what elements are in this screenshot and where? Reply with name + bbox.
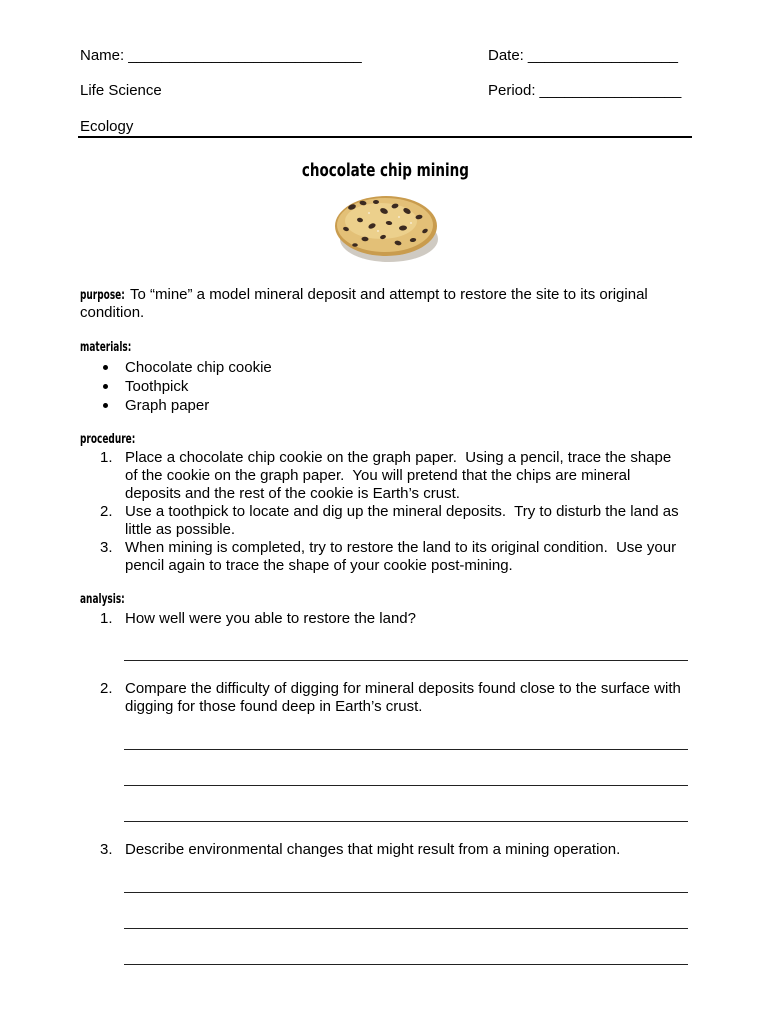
cookie-speck (398, 216, 400, 218)
name-field[interactable]: ____________________________ (128, 47, 362, 64)
answer-line[interactable] (124, 928, 688, 929)
name-row (80, 47, 362, 65)
date-label: Date: (488, 47, 524, 64)
date-field[interactable]: __________________ (527, 47, 679, 64)
unit-name: Ecology (80, 118, 134, 135)
answer-line[interactable] (124, 660, 688, 661)
analysis-heading: analysis: (80, 592, 125, 607)
list-item (80, 396, 272, 415)
bullet (103, 384, 108, 389)
list-item (80, 377, 272, 396)
bullet (103, 403, 108, 408)
procedure-step (100, 503, 685, 539)
question-text: How well were you able to restore the land? (125, 610, 416, 627)
chocolate-chip (373, 200, 379, 204)
analysis-question-1 (100, 610, 685, 628)
step-text: Place a chocolate chip cookie on the graph paper. Using a pencil, trace the shape of the cookie on the graph paper. You will pretend that the chips are mineral deposits and the rest of the cookie is Earth’s crust. (125, 449, 676, 502)
answer-line[interactable] (124, 892, 688, 893)
answer-line[interactable] (124, 749, 688, 750)
period-row (488, 82, 681, 100)
analysis-question-2 (100, 680, 685, 716)
analysis-question-3 (100, 841, 685, 859)
list-item (80, 358, 272, 377)
title-container (0, 160, 770, 183)
step-text: Use a toothpick to locate and dig up the mineral deposits. Try to disturb the land as little as possible. (125, 503, 683, 538)
purpose-paragraph (80, 286, 690, 322)
materials-heading: materials: (80, 340, 132, 355)
material-label: Graph paper (125, 397, 210, 414)
date-row (488, 47, 678, 65)
question-number: 3. (100, 841, 113, 858)
name-label: Name: (80, 47, 125, 64)
question-number: 2. (100, 680, 113, 697)
period-field[interactable]: _________________ (539, 82, 682, 99)
material-label: Chocolate chip cookie (125, 359, 272, 376)
answer-line[interactable] (124, 964, 688, 965)
step-text: When mining is completed, try to restore the land to its original condition. Use your pencil again to trace the shape of your cookie post-mining. (125, 539, 681, 574)
header-divider (78, 136, 692, 138)
question-row (100, 610, 685, 628)
chocolate-chip (352, 243, 358, 247)
question-text: Describe environmental changes that might result from a mining operation. (125, 841, 621, 858)
answer-line[interactable] (124, 821, 688, 822)
purpose-text: To “mine” a model mineral deposit and attempt to restore the site to its original condition. (80, 286, 652, 321)
answer-line[interactable] (124, 785, 688, 786)
cookie-speck (368, 212, 370, 214)
question-row (100, 680, 685, 716)
step-number: 3. (100, 539, 113, 556)
cookie-image (333, 193, 441, 265)
bullet (103, 365, 108, 370)
worksheet-title: chocolate chip mining (301, 160, 469, 181)
materials-list (80, 358, 272, 415)
procedure-steps (100, 449, 685, 575)
period-label: Period: (488, 82, 536, 99)
question-text: Compare the difficulty of digging for mineral deposits found close to the surface with digging for those found deep in Earth’s crust. (125, 680, 686, 715)
procedure-step (100, 449, 685, 503)
course-name: Life Science (80, 82, 162, 99)
material-label: Toothpick (125, 378, 189, 395)
step-number: 2. (100, 503, 113, 520)
cookie-speck (410, 222, 412, 224)
question-row (100, 841, 685, 859)
purpose-heading: purpose: (80, 288, 125, 303)
procedure-step (100, 539, 685, 575)
question-number: 1. (100, 610, 113, 627)
procedure-heading: procedure: (80, 432, 136, 447)
cookie-speck (377, 230, 379, 232)
step-number: 1. (100, 449, 113, 466)
